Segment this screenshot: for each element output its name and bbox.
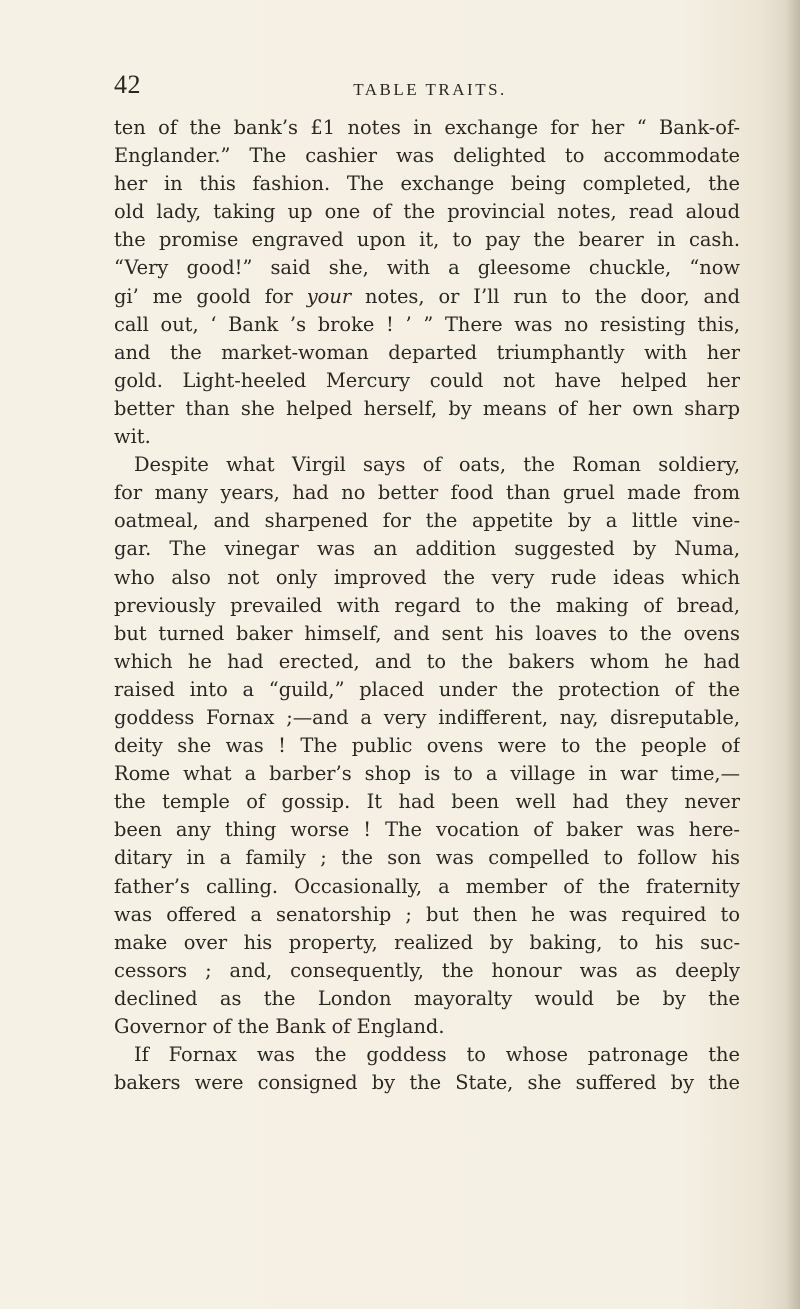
text-line: old lady, taking up one of the provincial notes, read aloud [114,200,740,224]
body-text [114,114,740,1097]
text-line: goddess Fornax ;—and a very indifferent, nay, disreputable, [114,705,740,729]
text-line: Englander.” The cashier was delighted to accommodate [114,144,740,168]
text-line: raised into a “guild,” placed under the protection of the [114,677,740,701]
text-line: oatmeal, and sharpened for the appetite by a little vine- [114,509,740,533]
text-line: If Fornax was the goddess to whose patronage the [134,1043,740,1067]
text-line: ten of the bank’s £1 notes in exchange for her “ Bank-of- [114,116,740,139]
text-line: “Very good!” said she, with a gleesome chuckle, “now [114,256,740,280]
text-line: the promise engraved upon it, to pay the bearer in cash. [114,228,740,252]
text-line: call out, ‘ Bank ’s broke ! ’ ” There was no resisting this, [114,312,740,336]
text-line: Governor of the Bank of England. [114,1015,445,1038]
text-line: gar. The vinegar was an addition suggested by Numa, [114,537,740,561]
text-line: was offered a senatorship ; but then he was required to [114,902,740,926]
text-line: Despite what Virgil says of oats, the Roman soldiery, [134,453,740,477]
text-line: and the market-woman departed triumphantly with her [114,340,740,364]
text-line: her in this fashion. The exchange being completed, the [114,172,740,196]
text-line: for many years, had no better food than gruel made from [114,481,740,505]
running-title: TABLE TRAITS. [353,80,507,99]
text-line: wit. [114,425,151,449]
page-number: 42 [114,70,141,99]
text-line: bakers were consigned by the State, she suffered by the [114,1071,740,1095]
text-line: gi’ me goold for your notes, or I’ll run to the door, and [114,284,740,308]
text-line: who also not only improved the very rude ideas which [114,565,740,589]
text-line: gold. Light-heeled Mercury could not have helped her [114,368,740,392]
text-line: ditary in a family ; the son was compelled to follow his [114,846,740,870]
page-edge-shadow [786,0,800,1309]
text-line: father’s calling. Occasionally, a member of the fraternity [114,874,740,898]
text-line: Rome what a barber’s shop is to a village in war time,— [114,762,740,786]
text-line: declined as the London mayoralty would be by the [114,986,740,1010]
text-line: but turned baker himself, and sent his loaves to the ovens [114,621,740,645]
text-line: deity she was ! The public ovens were to the people of [114,734,740,758]
text-line: been any thing worse ! The vocation of baker was here- [114,818,740,842]
text-line: make over his property, realized by baking, to his suc- [114,930,740,954]
text-line: previously prevailed with regard to the making of bread, [114,593,740,617]
text-line: which he had erected, and to the bakers whom he had [114,649,740,673]
text-line: cessors ; and, consequently, the honour was as deeply [114,958,740,982]
text-line: better than she helped herself, by means of her own sharp [114,396,740,420]
text-line: the temple of gossip. It had been well had they never [114,790,740,814]
